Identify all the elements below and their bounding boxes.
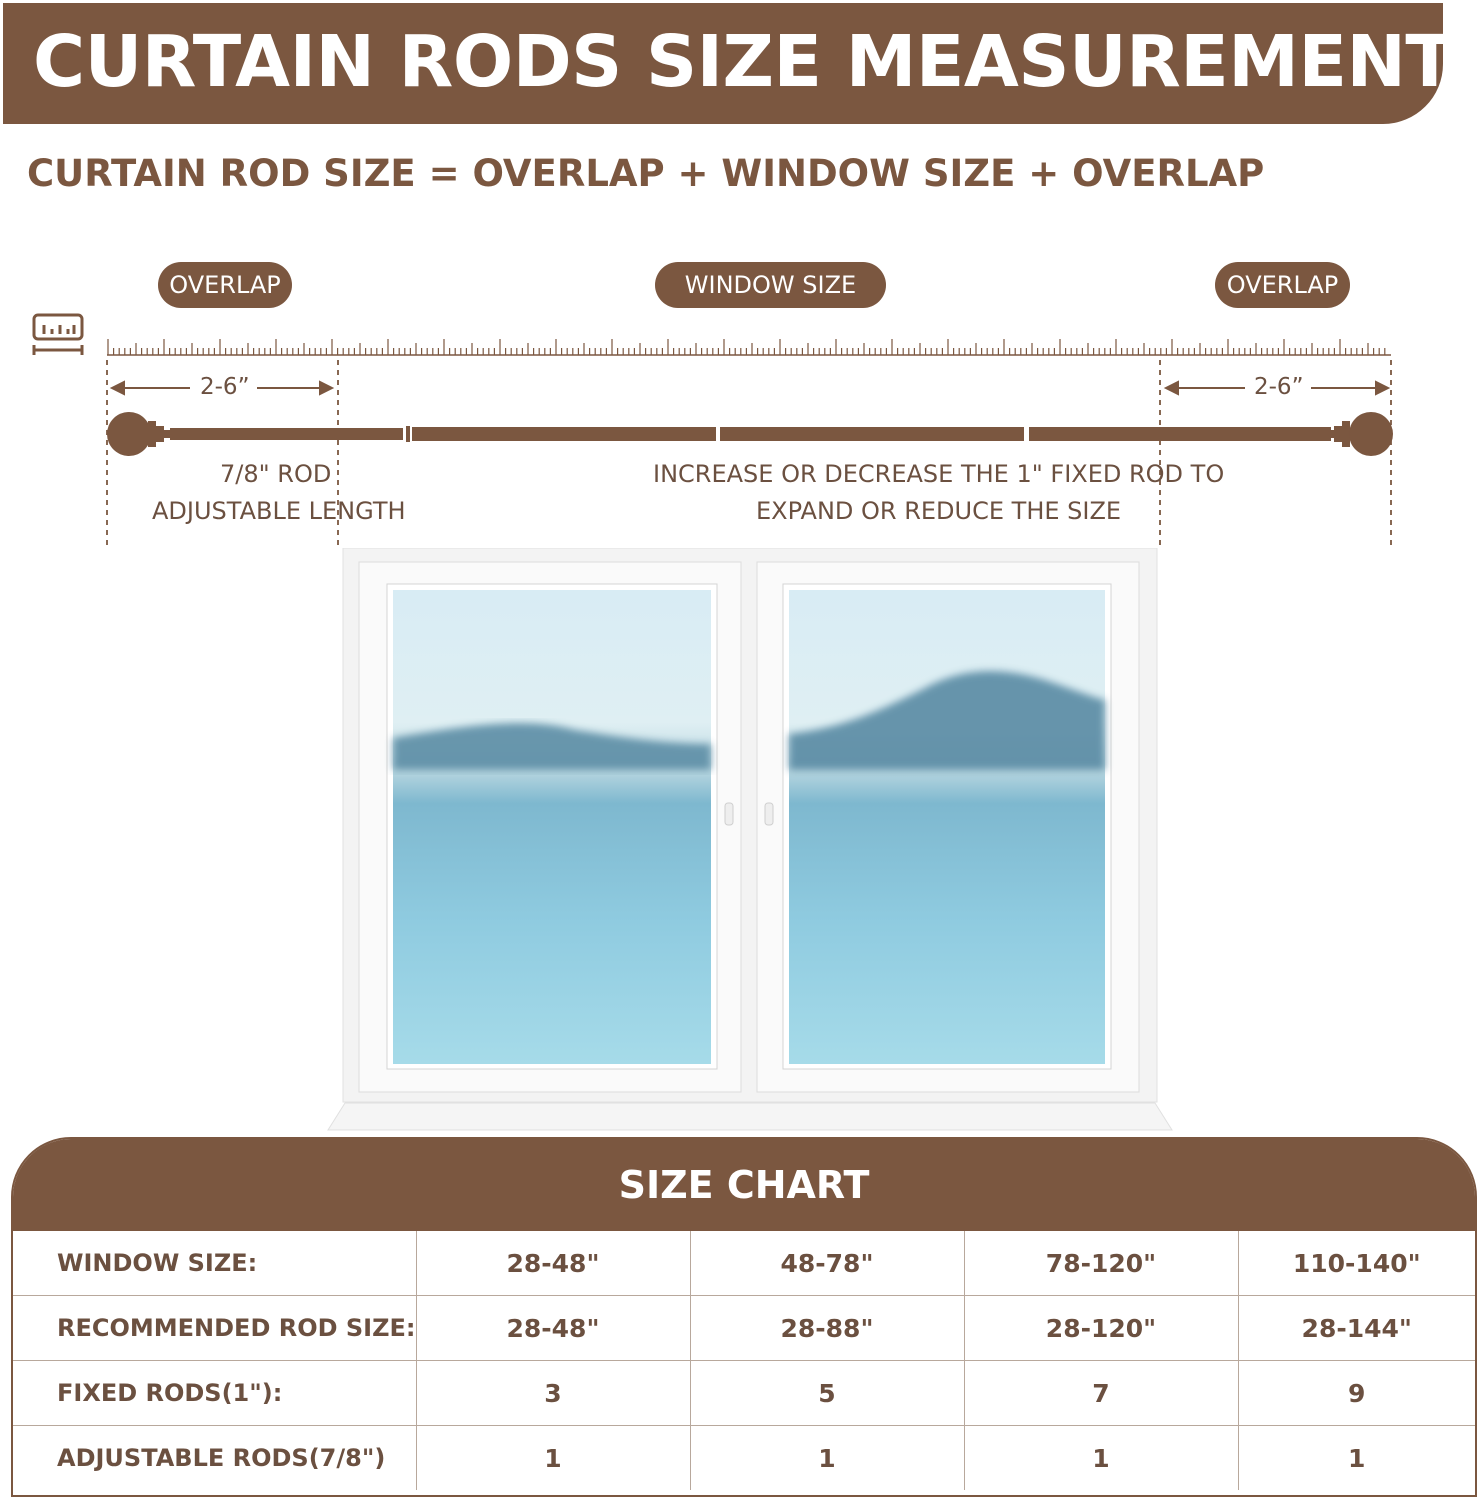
size-chart xyxy=(11,1137,1477,1497)
table-cell: 1 xyxy=(690,1426,964,1491)
table-cell: 110-140" xyxy=(1238,1231,1475,1296)
size-chart-table xyxy=(13,1231,1475,1490)
dimension-arrows xyxy=(112,382,1388,394)
window-illustration xyxy=(325,548,1175,1134)
window-size-label: WINDOW SIZE xyxy=(655,262,886,308)
table-cell: 28-48" xyxy=(416,1296,690,1361)
table-cell: 1 xyxy=(1238,1426,1475,1491)
table-cell: 9 xyxy=(1238,1361,1475,1426)
overlap-left-label: OVERLAP xyxy=(158,262,292,308)
page-title: CURTAIN RODS SIZE MEASUREMENT xyxy=(33,20,1454,103)
overlap-left-dimension: 2-6” xyxy=(192,372,257,402)
row-label: WINDOW SIZE: xyxy=(13,1231,416,1296)
table-cell: 48-78" xyxy=(690,1231,964,1296)
table-cell: 28-144" xyxy=(1238,1296,1475,1361)
row-label: FIXED RODS(1"): xyxy=(13,1361,416,1426)
overlap-right-label: OVERLAP xyxy=(1215,262,1350,308)
table-cell: 78-120" xyxy=(964,1231,1238,1296)
table-cell: 5 xyxy=(690,1361,964,1426)
fixed-caption-line1: INCREASE OR DECREASE THE 1" FIXED ROD TO xyxy=(653,460,1225,488)
overlap-right-dimension: 2-6” xyxy=(1246,372,1311,402)
table-cell: 1 xyxy=(964,1426,1238,1491)
formula-text: CURTAIN ROD SIZE = OVERLAP + WINDOW SIZE + OVERLAP xyxy=(27,152,1265,195)
title-banner xyxy=(3,3,1454,124)
table-row xyxy=(13,1361,1475,1426)
table-cell: 28-120" xyxy=(964,1296,1238,1361)
ruler-ticks xyxy=(108,339,1385,355)
table-row xyxy=(13,1426,1475,1491)
table-cell: 1 xyxy=(416,1426,690,1491)
row-label: ADJUSTABLE RODS(7/8") xyxy=(13,1426,416,1491)
table-cell: 28-48" xyxy=(416,1231,690,1296)
size-chart-title: SIZE CHART xyxy=(618,1163,870,1207)
adjustable-caption-line2: ADJUSTABLE LENGTH xyxy=(152,497,406,525)
table-row xyxy=(13,1231,1475,1296)
table-cell: 3 xyxy=(416,1361,690,1426)
table-cell: 7 xyxy=(964,1361,1238,1426)
table-cell: 28-88" xyxy=(690,1296,964,1361)
curtain-rod xyxy=(107,412,1393,456)
adjustable-caption-line1: 7/8" ROD xyxy=(220,460,332,488)
table-row xyxy=(13,1296,1475,1361)
fixed-caption-line2: EXPAND OR REDUCE THE SIZE xyxy=(756,497,1122,525)
row-label: RECOMMENDED ROD SIZE: xyxy=(13,1296,416,1361)
